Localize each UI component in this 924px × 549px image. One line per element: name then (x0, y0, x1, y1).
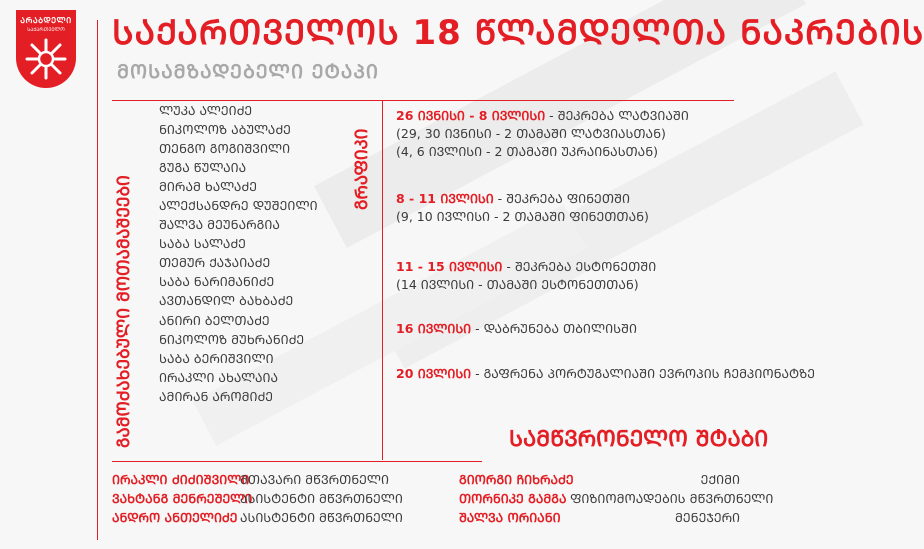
page-subtitle: ᲛᲝᲡᲐᲛᲖᲐᲓᲔᲑᲔᲚᲘ ᲔᲢᲐᲞᲘ (117, 61, 379, 83)
list-item: ᲚᲣᲙᲐ ᲐᲚᲔᲘᲫᲔ (159, 103, 253, 118)
staff-names-right (459, 470, 574, 527)
schedule-label: ᲒᲠᲐᲤᲘᲙᲘ (352, 128, 372, 210)
roster-label: ᲒᲐᲛᲝᲫᲐᲮᲔᲑᲣᲚᲘ ᲛᲝᲗᲐᲛᲐᲨᲔᲔᲑᲘ (114, 175, 134, 448)
page-title: ᲡᲐᲥᲐᲠᲗᲕᲔᲚᲝᲡ 18 ᲬᲚᲐᲛᲓᲔᲚᲗᲐ ᲜᲐᲙᲠᲔᲑᲘᲡ (112, 13, 924, 53)
list-item: ᲜᲘᲙᲝᲚᲝᲖ ᲛᲣᲮᲠᲐᲜᲘᲫᲔ (159, 331, 305, 347)
staff-role: ᲤᲘᲖᲘᲝᲛᲝᲐᲓᲔᲑᲘᲡ ᲛᲬᲕᲠᲗᲜᲔᲚᲘ (570, 491, 774, 506)
list-item: ᲐᲚᲔᲥᲡᲐᲜᲓᲠᲔ ᲓᲣᲨᲔᲘᲚᲘ (159, 198, 318, 214)
schedule-desc: - ᲨᲔᲙᲠᲔᲑᲐ ᲚᲐᲢᲕᲘᲐᲨᲘ (545, 108, 689, 123)
list-item: ᲗᲔᲛᲣᲠ ᲥᲐᲯᲐᲘᲐᲫᲔ (159, 255, 271, 271)
list-item: ᲨᲐᲚᲕᲐ ᲛᲔᲣᲜᲐᲠᲒᲘᲐ (159, 217, 280, 233)
center-divider (382, 100, 383, 460)
list-item: ᲐᲜᲘᲠᲘ ᲑᲔᲚᲗᲐᲫᲔ (159, 312, 270, 328)
player-list (159, 101, 318, 406)
staff-role: ᲐᲡᲘᲡᲢᲔᲜᲢᲘ ᲛᲬᲕᲠᲗᲜᲔᲚᲘ (240, 491, 403, 506)
schedule-dates: 16 ᲘᲕᲚᲘᲡᲘ (396, 321, 472, 336)
logo-emblem-icon (24, 37, 68, 81)
schedule-block (396, 258, 656, 294)
schedule-note: (4, 6 ᲘᲕᲚᲘᲡᲘ - 2 ᲗᲐᲛᲐᲨᲘ ᲣᲙᲠᲐᲘᲜᲐᲡᲗᲐᲜ) (396, 144, 659, 159)
list-item: ᲐᲛᲘᲠᲐᲜ ᲐᲠᲝᲛᲘᲫᲔ (159, 388, 274, 404)
schedule-dates: 20 ᲘᲕᲚᲘᲡᲘ (396, 366, 472, 381)
list-item: ᲐᲕᲗᲐᲜᲓᲘᲚ ᲑᲐᲮᲑᲐᲫᲔ (159, 293, 294, 309)
staff-names-left (112, 470, 252, 527)
list-item: ᲘᲠᲐᲙᲚᲘ ᲐᲮᲐᲚᲐᲘᲐ (159, 369, 278, 385)
logo-text-top: ᲐᲠᲐᲑᲓᲔᲚᲘ (20, 16, 72, 25)
schedule-note: (29, 30 ᲘᲕᲜᲘᲡᲘ - 2 ᲗᲐᲛᲐᲨᲘ ᲚᲐᲢᲕᲘᲐᲡᲗᲐᲜ) (396, 126, 666, 141)
schedule-desc: - ᲓᲐᲑᲠᲣᲜᲔᲑᲐ ᲗᲑᲘᲚᲘᲡᲨᲘ (471, 321, 637, 336)
staff-divider (112, 461, 482, 462)
staff-name: ᲘᲠᲐᲙᲚᲘ ᲫᲘᲫᲘᲨᲕᲘᲚᲘ (112, 472, 250, 487)
staff-roles-right (570, 470, 774, 527)
staff-name: ᲒᲘᲝᲠᲒᲘ ᲩᲘᲮᲠᲐᲫᲔ (459, 472, 574, 487)
staff-role: ᲔᲥᲘᲛᲘ (700, 472, 740, 487)
staff-role: ᲛᲔᲜᲔᲯᲔᲠᲘ (674, 510, 740, 525)
left-divider (97, 20, 98, 540)
schedule-desc: - ᲒᲐᲤᲠᲔᲜᲐ ᲞᲝᲠᲢᲣᲒᲐᲚᲘᲐᲨᲘ ᲔᲕᲠᲝᲞᲘᲡ ᲩᲔᲛᲞᲘᲝᲜᲐᲢᲖᲔ (471, 366, 816, 381)
staff-roles-left (240, 470, 403, 527)
staff-role: ᲛᲗᲐᲕᲐᲠᲘ ᲛᲬᲕᲠᲗᲜᲔᲚᲘ (240, 472, 389, 487)
schedule-block (396, 190, 649, 226)
list-item: ᲡᲐᲑᲐ ᲑᲔᲠᲘᲨᲕᲘᲚᲘ (159, 350, 274, 366)
schedule-desc: - ᲨᲔᲙᲠᲔᲑᲐ ᲔᲡᲢᲝᲜᲔᲗᲨᲘ (502, 259, 657, 274)
list-item: ᲒᲣᲒᲐ ᲬᲣᲚᲐᲘᲐ (159, 160, 247, 176)
list-item: ᲗᲔᲜᲒᲝ ᲒᲝᲒᲘᲨᲕᲘᲚᲘ (159, 141, 291, 157)
schedule-note: (14 ᲘᲕᲚᲘᲡᲘ - ᲗᲐᲛᲐᲨᲘ ᲔᲡᲢᲝᲜᲔᲗᲗᲐᲜ) (396, 277, 639, 292)
federation-logo (16, 10, 76, 88)
list-item: ᲜᲘᲙᲝᲚᲝᲖ ᲐᲑᲣᲚᲐᲫᲔ (159, 122, 291, 138)
schedule-block (396, 365, 815, 383)
schedule-desc: - ᲨᲔᲙᲠᲔᲑᲐ ᲤᲘᲜᲔᲗᲨᲘ (493, 191, 630, 206)
schedule-block (396, 320, 637, 338)
list-item: ᲡᲐᲑᲐ ᲜᲐᲠᲘᲛᲐᲜᲘᲫᲔ (159, 274, 275, 290)
staff-name: ᲗᲝᲠᲜᲘᲙᲔ ᲒᲐᲛᲒᲐ (459, 491, 567, 506)
schedule-dates: 8 - 11 ᲘᲕᲚᲘᲡᲘ (396, 191, 494, 206)
staff-name: ᲕᲐᲮᲢᲐᲜᲒ ᲛᲔᲜᲠᲔᲨᲔᲚᲘ (112, 491, 253, 506)
logo-text-bottom: ᲡᲐᲥᲐᲠᲗᲕᲔᲚᲝ (27, 27, 65, 33)
list-item: ᲡᲐᲑᲐ ᲡᲐᲚᲐᲫᲔ (159, 236, 246, 252)
schedule-note: (9, 10 ᲘᲕᲚᲘᲡᲘ - 2 ᲗᲐᲛᲐᲨᲘ ᲤᲘᲜᲔᲗᲗᲐᲜ) (396, 209, 649, 224)
staff-name: ᲨᲐᲚᲕᲐ ᲝᲠᲘᲐᲜᲘ (459, 510, 561, 525)
list-item: ᲛᲘᲠᲐᲛ ᲮᲐᲚᲐᲫᲔ (159, 179, 257, 195)
staff-title: ᲡᲐᲛᲬᲕᲠᲝᲜᲔᲚᲝ ᲨᲢᲐᲑᲘ (509, 427, 769, 452)
staff-role: ᲐᲡᲘᲡᲢᲔᲜᲢᲘ ᲛᲬᲕᲠᲗᲜᲔᲚᲘ (240, 510, 403, 525)
schedule-dates: 11 - 15 ᲘᲕᲚᲘᲡᲘ (396, 259, 503, 274)
staff-name: ᲐᲜᲓᲠᲝ ᲐᲜᲗᲔᲚᲘᲫᲔ (112, 510, 238, 525)
schedule-dates: 26 ᲘᲕᲜᲘᲡᲘ - 8 ᲘᲕᲚᲘᲡᲘ (396, 108, 546, 123)
schedule-block (396, 107, 689, 161)
